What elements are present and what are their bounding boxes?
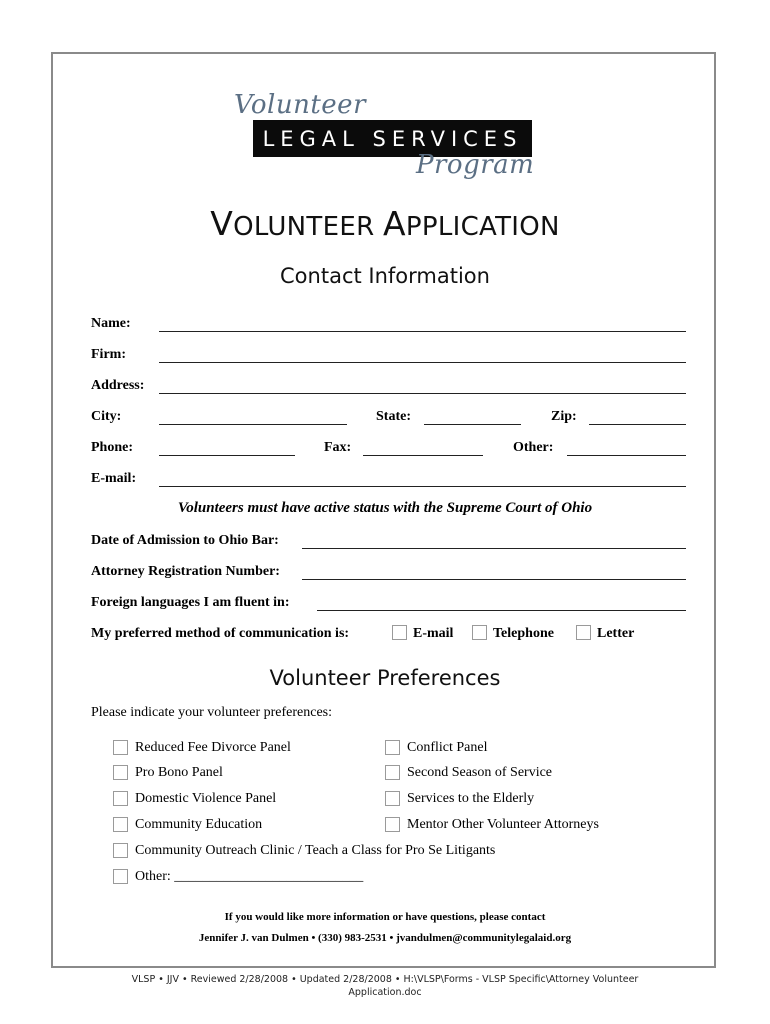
- document-meta-line1: VLSP • JJV • Reviewed 2/28/2008 • Updated 2/28/2008 • H:\VLSP\Forms - VLSP Specific\Attorney Volunteer: [131, 974, 639, 985]
- pref-reduced-fee-label: Reduced Fee Divorce Panel: [135, 740, 291, 755]
- contact-heading: Contact Information: [280, 264, 490, 288]
- pref-second-season-checkbox[interactable]: [385, 765, 400, 780]
- pref-domestic-violence-checkbox[interactable]: [113, 791, 128, 806]
- city-label: City:: [91, 409, 122, 424]
- city-field[interactable]: [159, 424, 347, 425]
- pref-pro-bono-checkbox[interactable]: [113, 765, 128, 780]
- contact-info-line1: If you would like more information or have questions, please contact: [224, 911, 546, 923]
- logo-script-volunteer: Volunteer: [234, 90, 366, 120]
- registration-label: Attorney Registration Number:: [91, 564, 280, 579]
- languages-field[interactable]: [317, 610, 686, 611]
- registration-field[interactable]: [302, 579, 686, 580]
- contact-info-line2: Jennifer J. van Dulmen • (330) 983-2531 • jvandulmen@communitylegalaid.org: [198, 932, 572, 944]
- phone-label: Phone:: [91, 440, 133, 455]
- pref-community-education-checkbox[interactable]: [113, 817, 128, 832]
- firm-label: Firm:: [91, 347, 126, 362]
- pref-conflict-panel-checkbox[interactable]: [385, 740, 400, 755]
- page-title: VOLUNTEER APPLICATION: [210, 204, 560, 243]
- other-label: Other:: [513, 440, 554, 455]
- fax-label: Fax:: [324, 440, 352, 455]
- pref-domestic-violence-label: Domestic Violence Panel: [135, 791, 277, 806]
- pref-reduced-fee-checkbox[interactable]: [113, 740, 128, 755]
- firm-field[interactable]: [159, 362, 686, 363]
- pref-elderly-checkbox[interactable]: [385, 791, 400, 806]
- zip-field[interactable]: [589, 424, 686, 425]
- name-field[interactable]: [159, 331, 686, 332]
- address-field[interactable]: [159, 393, 686, 394]
- pref-other-checkbox[interactable]: [113, 869, 128, 884]
- email-field[interactable]: [159, 486, 686, 487]
- pref-second-season-label: Second Season of Service: [407, 765, 553, 780]
- pref-outreach-clinic-label: Community Outreach Clinic / Teach a Class for Pro Se Litigants: [135, 843, 496, 858]
- pref-other-label: Other: ___________________________: [135, 869, 364, 884]
- pref-conflict-panel-label: Conflict Panel: [407, 740, 488, 755]
- pref-pro-bono-label: Pro Bono Panel: [135, 765, 223, 780]
- document-meta: [0, 973, 770, 999]
- method-letter-checkbox[interactable]: [576, 625, 591, 640]
- method-letter-label: Letter: [597, 626, 635, 641]
- pref-elderly-label: Services to the Elderly: [407, 791, 535, 806]
- method-email-label: E-mail: [413, 626, 454, 641]
- logo-script-program: Program: [416, 150, 535, 180]
- pref-outreach-clinic-checkbox[interactable]: [113, 843, 128, 858]
- logo-bar: LEGAL SERVICES: [253, 120, 532, 157]
- method-telephone-checkbox[interactable]: [472, 625, 487, 640]
- preferences-heading: Volunteer Preferences: [269, 666, 501, 690]
- pref-mentor-label: Mentor Other Volunteer Attorneys: [407, 817, 599, 832]
- pref-community-education-label: Community Education: [135, 817, 263, 832]
- preferences-intro: Please indicate your volunteer preferences:: [91, 705, 333, 720]
- state-field[interactable]: [424, 424, 521, 425]
- zip-label: Zip:: [551, 409, 577, 424]
- fax-field[interactable]: [363, 455, 483, 456]
- pref-mentor-checkbox[interactable]: [385, 817, 400, 832]
- phone-field[interactable]: [159, 455, 295, 456]
- method-label: My preferred method of communication is:: [91, 626, 350, 641]
- name-label: Name:: [91, 316, 131, 331]
- document-meta-line2: Application.doc: [348, 987, 422, 998]
- active-status-note: Volunteers must have active status with the Supreme Court of Ohio: [177, 500, 593, 516]
- email-label: E-mail:: [91, 471, 137, 486]
- admission-label: Date of Admission to Ohio Bar:: [91, 533, 279, 548]
- method-telephone-label: Telephone: [493, 626, 554, 641]
- other-field[interactable]: [567, 455, 686, 456]
- admission-field[interactable]: [302, 548, 686, 549]
- languages-label: Foreign languages I am fluent in:: [91, 595, 290, 610]
- state-label: State:: [376, 409, 411, 424]
- address-label: Address:: [91, 378, 145, 393]
- method-email-checkbox[interactable]: [392, 625, 407, 640]
